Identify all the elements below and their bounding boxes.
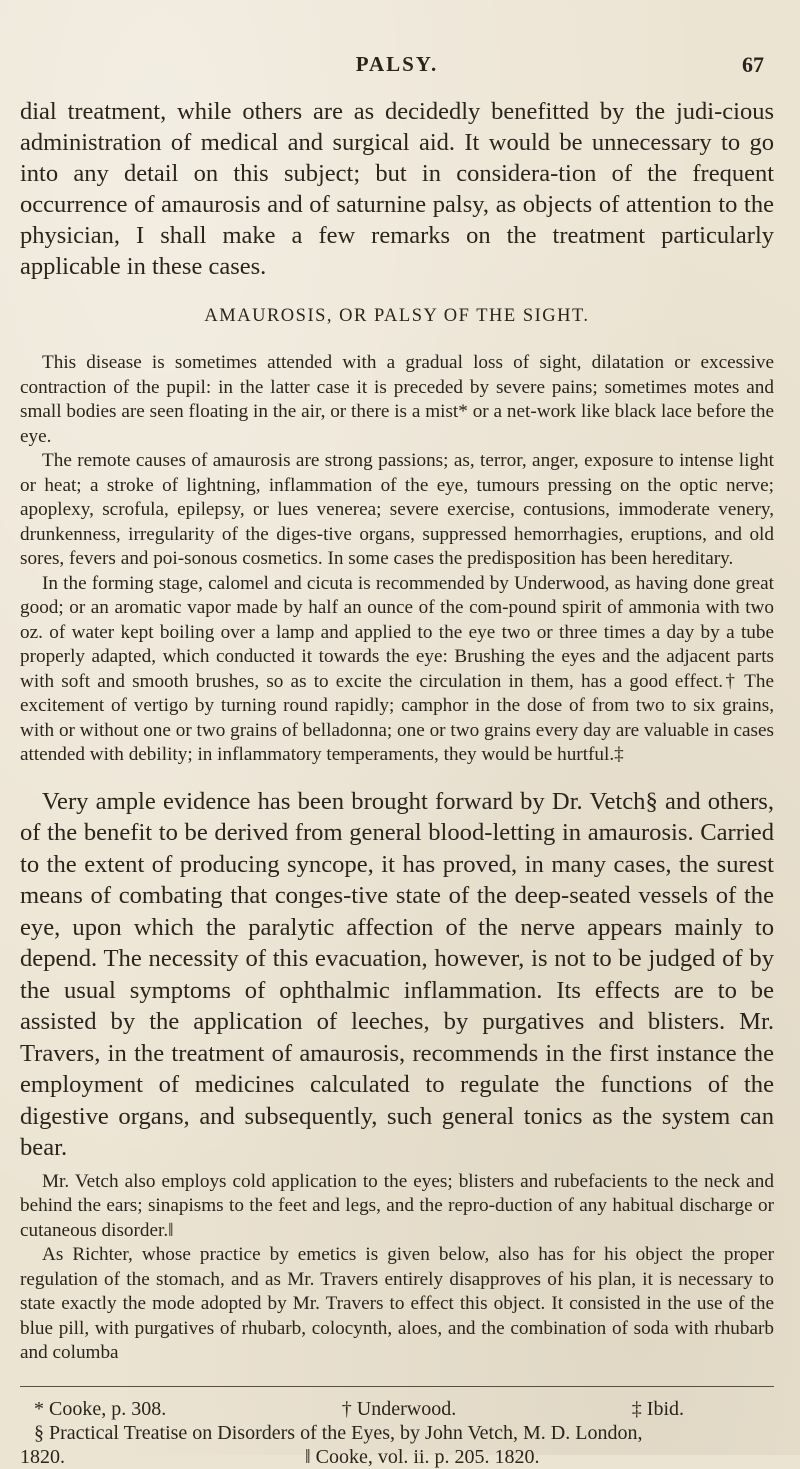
footnote-underwood: † Underwood. xyxy=(341,1397,457,1420)
running-head xyxy=(20,52,774,82)
paragraph-causes: The remote causes of amaurosis are strong passions; as, terror, anger, exposure to intense light or heat; a stroke of lightning, inflammation of the eye, tumours pressing on the optic nerve; apoplexy, scrofula, epilepsy, or lues venerea; severe exercise, contusions, immoderate venery, drunkenness, irregularity of the diges-tive organs, suppressed hemorrhagies, eruptions, and old sores, fevers and poi-sonous cosmetics. In some cases the predisposition has been hereditary. xyxy=(20,450,774,569)
paragraph-symptoms: This disease is sometimes attended with a gradual loss of sight, dilatation or excessive contraction of the pupil: in the latter case it is preceded by severe pains; sometimes motes and small bodies are seen floating in the air, or there is a mist* or a net-work like black lace before the eye. xyxy=(20,352,774,447)
section-heading: AMAUROSIS, OR PALSY OF THE SIGHT. xyxy=(204,306,590,326)
footnote-divider xyxy=(20,1386,774,1387)
paragraph-blood-letting: Very ample evidence has been brought forward by Dr. Vetch§ and others, of the benefit to be derived from general blood-letting in amaurosis. Carried to the extent of producing syncope, it has proved, in many cases, the surest means of combating that conges-tive state of the deep-seated vessels of the eye, upon which the paralytic affection of the nerve appears mainly to depend. The necessity of this evacuation, however, is not to be judged of by the usual symptoms of ophthalmic inflammation. Its effects are to be assisted by the application of leeches, by purgatives and blisters. Mr. Travers, in the treatment of amaurosis, recommends in the first instance the employment of medicines calculated to regulate the functions of the digestive organs, and subsequently, such general tonics as the system can bear. xyxy=(20,787,774,1161)
footnotes xyxy=(20,1397,774,1469)
footnote-cooke-vol: ‖ Cooke, vol. ii. p. 205. 1820. xyxy=(305,1445,540,1468)
footnote-cooke: * Cooke, p. 308. xyxy=(34,1397,167,1420)
page-number: 67 xyxy=(742,52,764,77)
footnote-vetch: § Practical Treatise on Disorders of the Eyes, by John Vetch, M. D. London, xyxy=(34,1421,643,1444)
footnote-vetch-year: 1820. xyxy=(20,1445,65,1468)
footnote-ibid: ‡ Ibid. xyxy=(631,1397,684,1420)
running-title: PALSY. xyxy=(355,52,439,76)
paragraph-richter: As Richter, whose practice by emetics is given below, also has for his object the proper regulation of the stomach, and as Mr. Travers entirely disapproves of his plan, it is necessary to state exactly the mode adopted by Mr. Travers to effect this object. It consisted in the use of the blue pill, with purgatives of rhubarb, colocynth, aloes, and the combination of soda with rhubarb and columba xyxy=(20,1244,774,1363)
paragraph-vetch-applications: Mr. Vetch also employs cold application to the eyes; blisters and rubefacients to the neck and behind the ears; sinapisms to the feet and legs, and the repro-duction of any habitual discharge or cutaneous disorder.‖ xyxy=(20,1170,774,1241)
page-body xyxy=(20,96,774,1469)
footnote-row-last xyxy=(20,1445,774,1469)
lead-paragraph: dial treatment, while others are as decidedly benefitted by the judi-cious administration of medical and surgical aid. It would be unnecessary to go into any detail on this subject; but in considera-tion of the frequent occurrence of amaurosis and of saturnine palsy, as objects of attention to the physician, I shall make a few remarks on the treatment particularly applicable in these cases. xyxy=(20,98,774,280)
footnote-row xyxy=(20,1397,774,1421)
paragraph-forming-stage: In the forming stage, calomel and cicuta is recommended by Underwood, as having done great good; or an aromatic vapor made by half an ounce of the com-pound spirit of ammonia with two oz. of water kept boiling over a lamp and applied to the eye two or three times a day by a tube properly adapted, which conducted it towards the eye: Brushing the eyes and the adjacent parts with soft and smooth brushes, so as to excite the circulation in them, has a good effect.† The excitement of vertigo by turning round rapidly; camphor in the dose of from two to six grains, with or without one or two grains of belladonna; one or two grains every day are valuable in cases attended with debility; in inflammatory temperaments, they would be hurtful.‡ xyxy=(20,572,774,765)
